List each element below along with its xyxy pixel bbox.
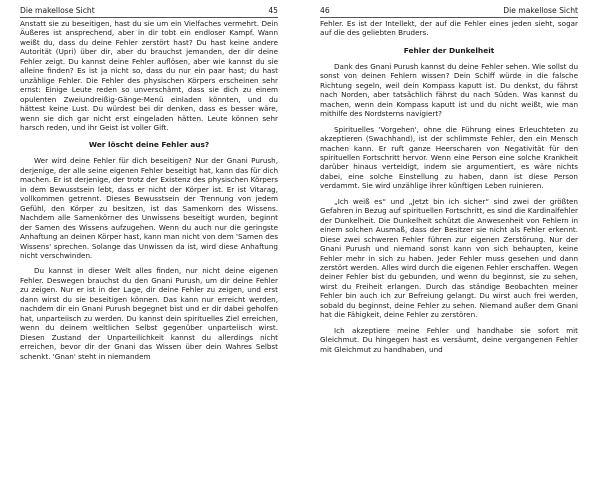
- right-page-body: [320, 19, 578, 483]
- left-page-header: [20, 5, 278, 18]
- right-paragraph-5: Ich akzeptiere meine Fehler und handhabe sie sofort mit Gleichmut. Du hingegen hast es versäumt, deine vergangenen Fehler mit Gleichmut zu handhaben, und: [320, 325, 578, 354]
- left-page-number: 45: [268, 6, 278, 15]
- right-page: [320, 0, 578, 485]
- right-paragraph-4: „Ich weiß es“ und „Jetzt bin ich sicher“ sind zwei der größten Gefahren in Bezug auf spirituellen Fortschritt, es sind die Kardinalfehler der Dunkelheit. Die Dunkelheit schützt die Anwesenheit von Fehlern in einem solchen Ausmaß, dass der Besitzer sie nicht als Fehler erkennt. Diese zwei schweren Fehler führen zur eigenen Zerstörung. Nur der Gnani Purush und niemand sonst kann von sich behaupten, keine Fehler mehr in sich zu haben. Jeder Fehler muss gesehen und dann zerstört werden. Alles wird durch die eigenen Fehler erschaffen. Wegen deiner Fehler bist du gebunden, und wenn du beginnst, sie zu sehen, wirst du Freiheit erlangen. Durch das ständige Beobachten meiner Fehler bin auch ich zur Befreiung gelangt. Du wirst auch frei werden, sobald du beginnst, deine Fehler zu sehen. Niemand außer dem Gnani hat die Fähigkeit, deine Fehler zu zerstören.: [320, 196, 578, 320]
- left-page-body: [20, 19, 278, 483]
- right-paragraph-3: Spirituelles 'Vorgehen', ohne die Führung eines Erleuchteten zu akzeptieren (Swachhand), ist der schlimmste Fehler, den ein Mensch machen kann. Er ruft ganze Heerscharen von Negativität für den spirituellen Fortschritt hervor. Wenn eine Person eine solche Krankheit darüber hinaus verteidigt, indem sie argumentiert, es wäre nichts dabei, eine solche Einstellung zu haben, dann ist diese Person verdammt. Sie wird unzählige ihrer künftigen Leben ruinieren.: [320, 124, 578, 191]
- left-paragraph-1: Anstatt sie zu beseitigen, hast du sie um ein Vielfaches vermehrt. Dein Äußeres ist ansprechend, aber in dir tobt ein endloser Kampf. Wann weißt du, dass du deine Fehler zerstört hast? Du hast keine andere Autorität (Upri) über dir, aber du brauchst jemanden, der dir deine Fehler zeigt. Du kannst deine Fehler auflösen, aber wie kannst du sie alleine finden? Es ist ja nicht so, dass du nur ein paar hast; du hast unzählige Fehler. Die Fehler des physischen Körpers erscheinen sehr ernst: Einige Leute reden so unverschämt, dass sie dich zu einem opulenten Zweiundreißig-Gänge-Menü einladen könnten, und du hättest keine Lust. Du würdest bei dir denken, dass es besser wäre, wenn sie dich gar nicht erst eingeladen hätten. Leute können sehr harsch reden, und ihr Geist ist voller Gift.: [20, 19, 278, 132]
- right-page-header: [320, 5, 578, 18]
- right-page-number: 46: [320, 6, 330, 15]
- right-header-title: Die makellose Sicht: [503, 6, 578, 15]
- right-section-heading: Fehler der Dunkelheit: [403, 45, 495, 55]
- left-paragraph-2: Wer wird deine Fehler für dich beseitigen? Nur der Gnani Purush, derjenige, der alle seine eigenen Fehler beseitigt hat, kann das für dich machen. Er ist derjenige, der trotz der Existenz des physischen Körpers in dem Bewusstsein lebt, dass er nicht der Körper ist. Er ist Vitarag, vollkommen getrennt. Dieses Bewusstsein der Trennung von jedem Gefühl, den Körper zu besitzen, ist das Samenkorn des Wissens. Nachdem alle Samenkörner des Unwissens beseitigt wurden, beginnt der Samen des Wissens aufzugehen. Wenn du auch nur die geringste Anhaftung an deinen Körper hast, kann man nicht von dem 'Samen des Wissens' sprechen. Solange das Unwissen da ist, wird diese Anhaftung nicht verschwinden.: [20, 156, 278, 260]
- right-paragraph-2: Dank des Gnani Purush kannst du deine Fehler sehen. Wie sollst du sonst von deinen Fehlern wissen? Dein Schiff würde in die falsche Richtung segeln, weil dein Kompass kaputt ist. Du denkst, du fährst nach Norden, aber tatsächlich fährst du nach Süden. Was kannst du machen, wenn dein Kompass kaputt ist und du nicht weißt, wie man mithilfe des Nordsterns navigiert?: [320, 61, 578, 119]
- left-paragraph-3: Du kannst in dieser Welt alles finden, nur nicht deine eigenen Fehler. Deswegen brauchst du den Gnani Purush, um dir deine Fehler zu zeigen. Nur er ist in der Lage, dir deine Fehler zu zeigen, und erst dann wirst du sie beseitigen können. Das kann nur erreicht werden, nachdem dir ein Gnani Purush begegnet bist und er dir dabei geholfen hat, unparteiisch zu werden. Du kannst dein spirituelles Ziel erreichen, wenn du deinem weltlichen Selbst gegenüber unparteiisch wirst. Diesen Zustand der Unparteilichkeit kannst du allerdings nicht erreichen, bevor dir der Gnani das Wissen über dein Wahres Selbst schenkt. 'Gnan' steht in niemandem: [20, 266, 278, 361]
- left-section-heading: Wer löscht deine Fehler aus?: [88, 140, 210, 150]
- right-paragraph-1: Fehler. Es ist der Intellekt, der auf die Fehler eines jeden sieht, sogar auf die des geliebten Bruders.: [320, 19, 578, 38]
- left-header-title: Die makellose Sicht: [20, 6, 95, 15]
- left-page: [20, 0, 278, 485]
